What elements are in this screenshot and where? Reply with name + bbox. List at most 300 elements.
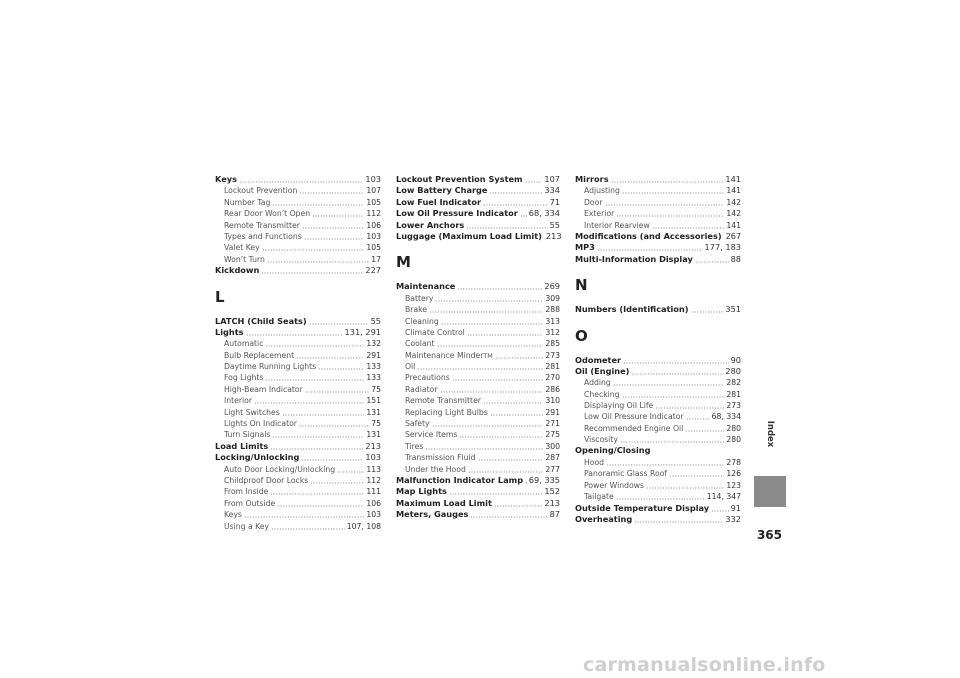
page-reference: 273 [726,401,741,411]
dot-leader [272,197,364,206]
index-group-m [396,280,560,519]
page-reference: 280 [726,435,741,445]
index-term: Oil (Engine) [575,365,630,376]
index-subentry [575,467,741,478]
page-reference: 112 [366,475,381,485]
index-subentry [396,406,560,417]
index-term: Childproof Door Locks [224,475,309,485]
index-term: Lockout Prevention [224,186,298,196]
section-letter-m: M [396,253,411,272]
index-term: Recommended Engine Oil [584,423,684,433]
index-subentry [215,337,381,348]
dot-leader [691,304,724,313]
dot-leader [296,350,364,359]
page-reference: 55 [370,315,381,326]
page-reference: 141 [726,186,741,196]
page-reference: 332 [725,513,741,524]
index-subentry [215,219,381,230]
dot-leader [613,377,725,386]
dot-leader [611,174,724,183]
index-term: MP3 [575,242,595,253]
index-group-k [215,173,381,276]
index-term: High-Beam Indicator [224,384,303,394]
page-reference: 227 [365,265,381,276]
dot-leader [470,509,547,518]
dot-leader [490,407,544,416]
index-subentry [575,388,741,399]
index-term: Lights On Indicator [224,419,297,429]
index-term: From Outside [224,498,276,508]
dot-leader [441,316,544,325]
index-subentry [575,456,741,467]
page-reference: 269 [544,281,560,292]
index-subentry [215,253,381,264]
index-subentry [575,422,741,433]
dot-leader [669,468,724,477]
dot-leader [466,220,547,229]
index-subentry [575,490,741,501]
page-reference: 141 [726,220,741,230]
index-term: Types and Functions [224,231,302,241]
index-entry [396,219,560,230]
index-term: Multi-Information Display [575,253,693,264]
index-subentry [215,184,381,195]
dot-leader [271,521,345,530]
page-reference: 334 [544,185,560,196]
page-reference: 111 [366,487,381,497]
index-entry [575,502,741,513]
index-term: Precautions [405,373,450,383]
page-reference: 75 [371,384,381,394]
index-subentry [215,349,381,360]
index-entry [575,241,741,252]
dot-leader [318,361,364,370]
index-term: Remote Transmitter [224,220,300,230]
page-reference: 103 [365,452,381,463]
index-column-2 [396,173,560,520]
index-group-l-continued [396,173,560,241]
page-reference: 87 [549,509,560,520]
dot-leader [459,429,543,438]
dot-leader [449,486,542,495]
index-term: Tires [405,441,424,451]
index-term: Automatic [224,339,264,349]
dot-leader [605,197,725,206]
dot-leader [301,452,363,461]
index-term: Low Fuel Indicator [396,196,481,207]
index-term: Lower Anchors [396,219,465,230]
index-term: Safety [405,419,430,429]
dot-leader [685,423,724,432]
dot-leader [483,197,548,206]
index-term: Overheating [575,513,633,524]
index-subentry [396,451,560,462]
dot-leader [622,185,724,194]
index-entry [396,196,560,207]
index-subentry [396,463,560,474]
dot-leader [265,338,364,347]
index-subentry [215,417,381,428]
index-term: Load Limits [215,440,269,451]
page-reference: 90 [730,354,741,365]
page-reference: 133 [366,373,381,383]
index-term: Oil [405,362,416,372]
page-reference: 213 [544,497,560,508]
index-entry [215,440,381,451]
index-term: Odometer [575,354,622,365]
index-term: Hood [584,458,605,468]
dot-leader [432,418,544,427]
watermark: carmanualsonline.info [583,654,826,676]
index-entry [396,497,560,508]
index-group-m-continued [575,173,741,264]
index-term: Won’t Turn [224,254,265,264]
index-term: Coolant [405,339,435,349]
index-subentry [575,219,741,230]
page-reference: 177, 183 [704,242,741,253]
dot-leader [265,372,364,381]
page-reference: 152 [544,486,560,497]
dot-leader [646,480,724,489]
index-term: Cleaning [405,316,439,326]
page-reference: 310 [545,396,560,406]
dot-leader [468,464,543,473]
index-term: Map Lights [396,486,447,497]
page-reference: 141 [725,174,741,184]
dot-leader [246,327,343,336]
dot-leader [631,366,723,375]
index-term: Valet Key [224,243,260,253]
index-subentry [396,315,560,326]
dot-leader [711,503,728,512]
dot-leader [302,220,364,229]
side-tab-text: Index [765,420,775,448]
index-subentry [215,196,381,207]
page-reference: 68, 334 [528,208,560,219]
page-reference: 288 [545,305,560,315]
page-reference: 213 [365,440,381,451]
page-reference: 107 [366,186,381,196]
index-subentry [396,428,560,439]
index-subentry [396,383,560,394]
index-subentry [215,371,381,382]
index-entry [575,303,741,314]
index-subentry [575,479,741,490]
page-reference: 286 [545,384,560,394]
index-subentry [215,383,381,394]
page-reference: 280 [726,423,741,433]
index-subentry [215,474,381,485]
page-reference: 271 [545,419,560,429]
dot-leader [309,316,369,325]
index-subentry [396,337,560,348]
dot-leader [429,304,543,313]
page-reference: 131, 291 [344,326,381,337]
dot-leader [304,231,365,240]
index-entry [575,173,741,184]
dot-leader [305,384,369,393]
index-column-3 [575,173,741,524]
page-reference: 106 [366,220,381,230]
index-group-o [575,354,741,525]
index-group-l [215,315,381,531]
index-term: Door [584,197,603,207]
index-term: Climate Control [405,327,465,337]
index-column-1 [215,173,381,531]
index-term: Interior Rearview [584,220,650,230]
index-subentry [215,406,381,417]
page-reference: 71 [549,196,560,207]
dot-leader [270,441,363,450]
index-subentry [215,241,381,252]
index-term: Replacing Light Bulbs [405,407,488,417]
index-entry [575,513,741,524]
index-term: Exterior [584,209,615,219]
index-term: Fog Lights [224,373,264,383]
dot-leader [489,185,542,194]
index-entry [396,173,560,184]
index-term: Remote Transmitter [405,396,481,406]
index-subentry [396,417,560,428]
index-entry [396,485,560,496]
dot-leader [417,361,543,370]
index-subentry [396,371,560,382]
index-term: Modifications (and Accessories) [575,230,722,241]
index-subentry [396,360,560,371]
page-reference: 68, 334 [711,412,741,422]
index-entry [575,365,741,376]
index-subentry [215,485,381,496]
index-subentry [215,508,381,519]
page-reference: 142 [726,197,741,207]
index-subentry [396,440,560,451]
dot-leader [652,220,725,229]
index-term: Tailgate [584,492,614,502]
index-term: Luggage (Maximum Load Limit) [396,230,542,241]
index-subentry [215,360,381,371]
index-term: Daytime Running Lights [224,362,317,372]
dot-leader [467,327,543,336]
page-reference: 300 [545,441,560,451]
dot-leader [623,355,729,364]
dot-leader [282,407,365,416]
page-reference: 312 [545,327,560,337]
index-subentry [215,428,381,439]
page-reference: 112 [366,209,381,219]
dot-leader [616,491,705,500]
dot-leader [495,350,543,359]
index-term: Numbers (Identification) [575,304,689,315]
page-reference: 107 [544,174,560,184]
dot-leader [437,338,544,347]
index-term: Number Tag [224,197,271,207]
index-term: Opening/Closing [575,444,651,455]
page-reference: 123 [726,480,741,490]
index-subentry [215,520,381,531]
index-subentry [396,394,560,405]
index-entry [575,253,741,264]
index-term: Malfunction Indicator Lamp [396,474,524,485]
page-reference: 213 [545,230,562,241]
index-term: Transmission Fluid [405,453,476,463]
index-subentry [575,410,741,421]
page-reference: 278 [726,458,741,468]
page-reference: 142 [726,209,741,219]
index-term: Panoramic Glass Roof [584,469,668,479]
index-entry [215,315,381,326]
dot-leader [337,464,364,473]
dot-leader [597,242,703,251]
index-subentry [575,196,741,207]
dot-leader [272,429,364,438]
index-term: Low Oil Pressure Indicator [584,412,684,422]
dot-leader [686,411,710,420]
page-reference: 103 [366,510,381,520]
dot-leader [277,498,364,507]
index-term: Kickdown [215,265,260,276]
dot-leader [440,384,544,393]
index-term: Low Battery Charge [396,185,488,196]
page-reference: 132 [366,339,381,349]
page-reference: 151 [366,396,381,406]
page-reference: 291 [366,350,381,360]
section-letter-l: L [215,287,225,306]
index-term: Radiator [405,384,438,394]
index-subentry [575,399,741,410]
index-term: Maximum Load Limit [396,497,492,508]
dot-leader [616,208,724,217]
index-term: Auto Door Locking/Unlocking [224,464,336,474]
page-reference: 103 [366,231,381,241]
index-entry [396,184,560,195]
page-reference: 351 [725,304,741,315]
index-subentry [396,292,560,303]
page-reference: 281 [726,389,741,399]
section-letter-n: N [575,276,588,295]
page-reference: 282 [726,378,741,388]
index-entry [215,451,381,462]
index-entry [215,173,381,184]
index-term: Light Switches [224,407,280,417]
index-term: Using a Key [224,521,270,531]
index-group-n [575,303,741,314]
index-term: Low Oil Pressure Indicator [396,208,518,219]
dot-leader [262,242,365,251]
index-term: Lights [215,326,244,337]
index-term: Displaying Oil Life [584,401,654,411]
dot-leader [239,174,363,183]
page-reference: 277 [545,464,560,474]
index-term: Brake [405,305,428,315]
index-term: Battery [405,293,434,303]
dot-leader [634,514,723,523]
page-reference: 88 [730,253,741,264]
page-reference: 287 [545,453,560,463]
dot-leader [478,452,544,461]
index-entry [396,508,560,519]
index-term: Viscosity [584,435,618,445]
index-term: Bulb Replacement [224,350,295,360]
page-number: 365 [756,528,782,542]
page-reference: 75 [371,419,381,429]
index-term: LATCH (Child Seats) [215,315,307,326]
dot-leader [457,281,542,290]
dot-leader [620,434,724,443]
dot-leader [435,293,543,302]
page-reference: 309 [545,293,560,303]
index-entry [575,230,741,241]
page-reference: 273 [545,350,560,360]
index-entry [396,474,560,485]
index-term: From Inside [224,487,269,497]
page-reference: 55 [549,219,560,230]
dot-leader [525,174,543,183]
page-reference: 313 [545,316,560,326]
index-term: Service Items [405,430,458,440]
index-subentry [575,376,741,387]
dot-leader [655,400,724,409]
index-term: Maintenance [396,281,456,292]
index-term: Power Windows [584,480,645,490]
dot-leader [254,395,364,404]
dot-leader [452,372,544,381]
page-reference: 107, 108 [346,521,381,531]
page-reference: 126 [726,469,741,479]
index-term: Mirrors [575,174,609,184]
index-term: Under the Hood [405,464,466,474]
index-term: Outside Temperature Display [575,502,710,513]
index-term: Meters, Gauges [396,509,469,520]
index-entry [575,445,741,456]
index-entry [396,230,560,241]
index-term: Adjusting [584,186,620,196]
index-term: Keys [224,510,242,520]
index-term: Lockout Prevention System [396,174,523,184]
side-tab-marker [754,476,786,507]
index-subentry [575,207,741,218]
page-reference: 105 [366,243,381,253]
index-term: Maintenance Minder [405,350,484,360]
dot-leader [606,457,724,466]
page-reference: 106 [366,498,381,508]
page-reference: 133 [366,362,381,372]
dot-leader [425,441,543,450]
page-reference: 91 [730,502,741,513]
page-reference: 114, 347 [706,492,741,502]
index-subentry [396,303,560,314]
page-reference: 285 [545,339,560,349]
index-subentry [215,230,381,241]
dot-leader [310,475,364,484]
index-subentry [396,349,560,360]
page-reference: 103 [365,174,381,184]
index-subentry [215,394,381,405]
index-entry [215,326,381,337]
index-term: Keys [215,174,237,184]
dot-leader [312,208,364,217]
dot-leader [483,395,543,404]
index-term: Locking/Unlocking [215,452,300,463]
index-subentry [215,497,381,508]
trademark-mark: TM [483,351,493,360]
index-subentry [215,207,381,218]
dot-leader [525,475,527,484]
index-entry [215,264,381,275]
index-subentry [396,326,560,337]
index-term: Adding [584,378,611,388]
page-reference: 131 [366,407,381,417]
dot-leader [244,509,364,518]
